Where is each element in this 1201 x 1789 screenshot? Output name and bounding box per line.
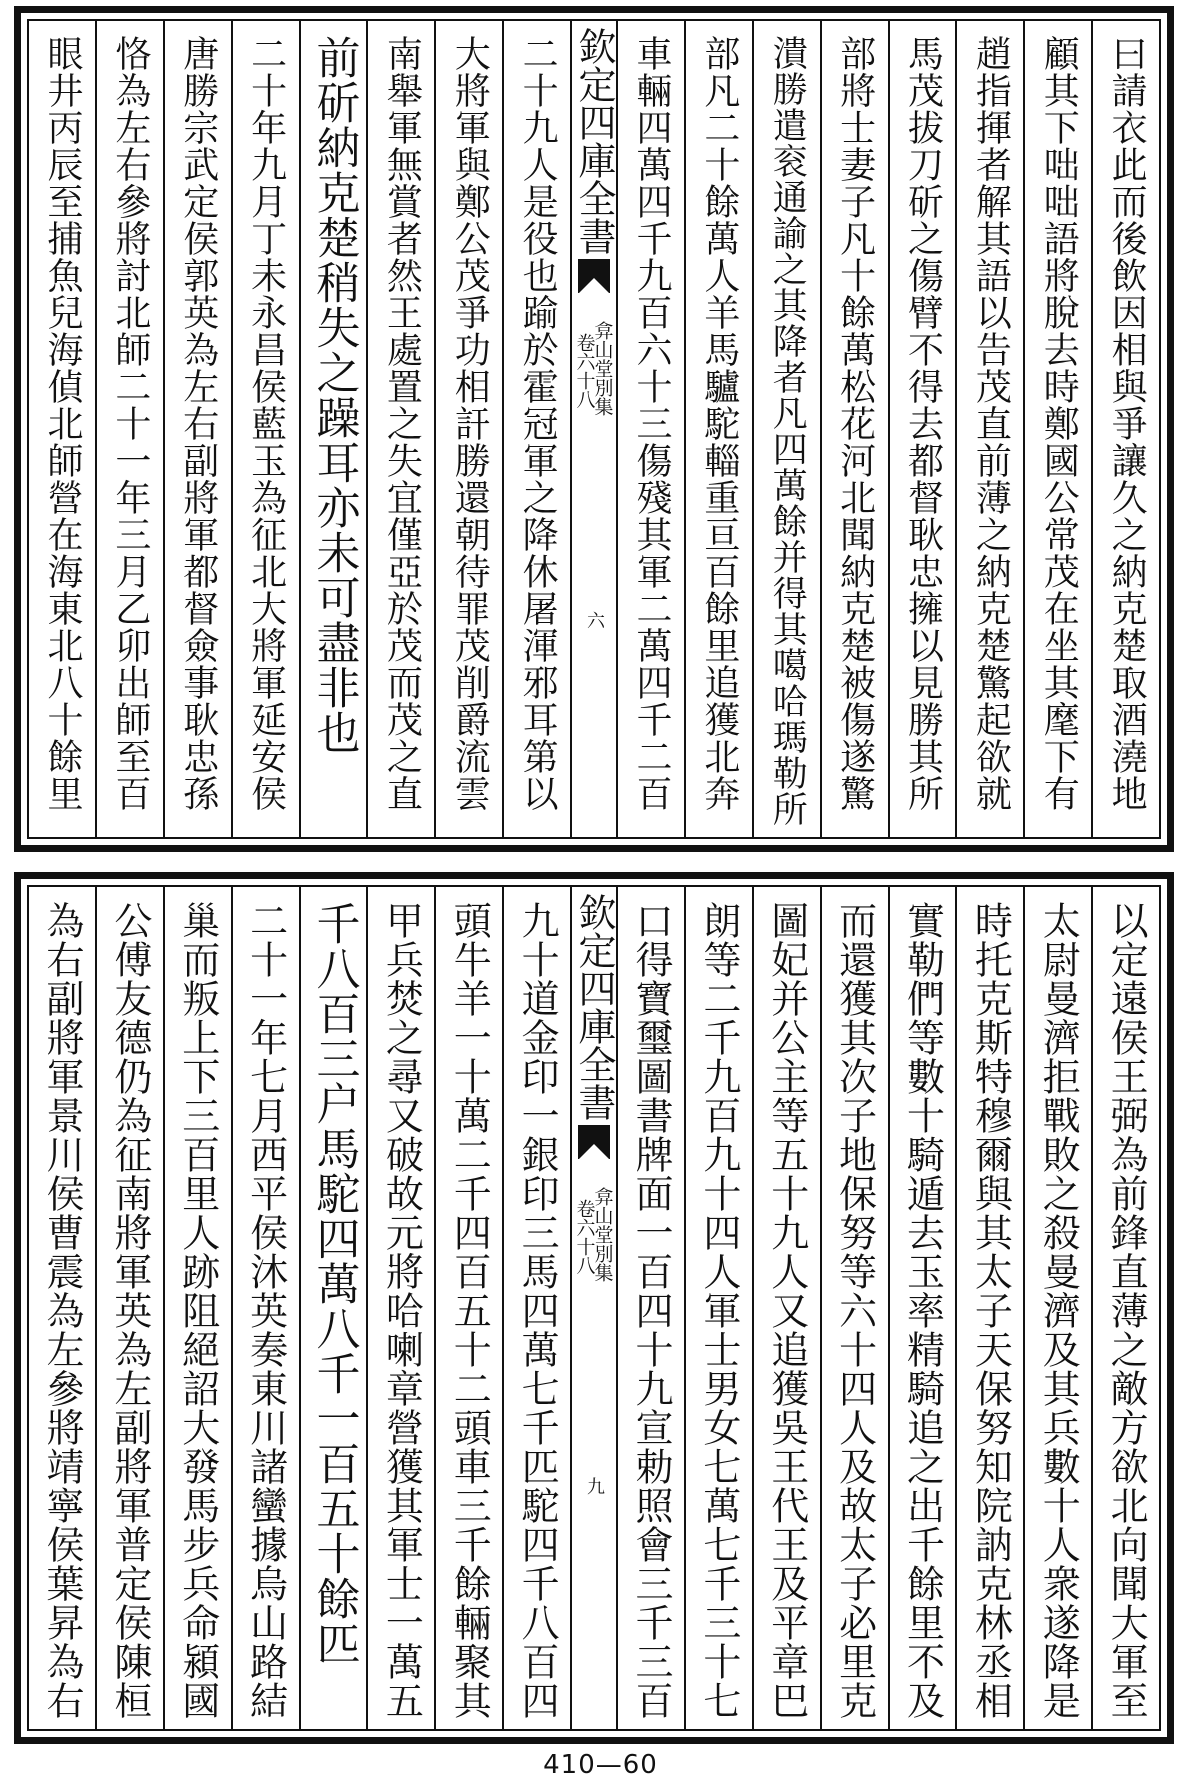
center-volume: 卷六十八 [573,333,596,409]
column-text: 南舉軍無賞者然王處置之失宜僅亞於茂而茂之直 [381,35,423,812]
center-title: 欽定四庫全書 [572,27,616,255]
column-text: 公傅友德仍為征南將軍英為左副將軍普定侯陳桓 [107,901,152,1720]
text-column [299,21,367,837]
center-subtitle: 弇山堂別集 [591,321,614,416]
text-column [955,887,1023,1729]
column-text: 為右副將軍景川侯曹震為左參將靖寧侯葉昇為右 [39,901,84,1720]
center-fold-column [570,21,616,837]
text-column [95,21,163,837]
text-column [502,887,570,1729]
folio-number: 九 [584,1477,605,1495]
column-text: 唐勝宗武定侯郭英為左右副將軍都督僉事耿忠孫 [177,35,219,812]
fishtail-mark [578,259,610,293]
text-column [752,887,820,1729]
column-text: 九十道金印一銀印三馬四萬七千匹駝四千八百四 [515,901,560,1720]
text-column [95,887,163,1729]
text-column [955,21,1023,837]
text-column [1091,887,1159,1729]
center-title: 欽定四庫全書 [572,893,616,1121]
column-text: 眼井丙辰至捕魚兒海偵北師營在海東北八十餘里 [41,35,83,812]
text-column [231,887,299,1729]
bottom-text-columns [29,887,1159,1729]
column-text: 頭牛羊一十萬二千四百五十二頭車三千餘輛聚其 [447,901,492,1720]
top-page-panel [14,6,1174,852]
text-column [29,21,95,837]
center-fold-column [570,887,616,1729]
column-text: 實勒們等數十騎遁去玉率精騎追之出千餘里不及 [900,901,945,1720]
text-column [684,887,752,1729]
text-column [231,21,299,837]
text-column [684,21,752,837]
column-text: 部凡二十餘萬人羊馬驢駝輜重亘百餘里追獲北奔 [698,35,740,812]
text-column [1091,21,1159,837]
text-column [434,887,502,1729]
text-column [299,887,367,1729]
column-text: 二十一年七月西平侯沐英奏東川諸蠻據烏山路結 [243,901,288,1720]
column-text: 時托克斯特穆爾與其太子天保努知院訥克林丞相 [968,901,1013,1720]
column-text: 曰請衣此而後飲因相與爭讓久之納克楚取酒澆地 [1106,35,1148,812]
column-text: 太尉曼濟拒戰敗之殺曼濟及其兵數十人衆遂降是 [1036,901,1081,1720]
column-text: 前斫納克楚稍失之躁耳亦未可盡非也 [308,35,360,755]
text-column [366,887,434,1729]
text-column [502,21,570,837]
column-text: 車輛四萬四千九百六十三傷殘其軍二萬四千二百 [630,35,672,812]
page-number: 410—60 [543,1750,658,1780]
text-column [752,21,820,837]
column-text: 以定遠侯王弼為前鋒直薄之敵方欲北向聞大軍至 [1104,901,1149,1720]
column-text: 甲兵焚之尋又破故元將哈喇章營獲其軍士一萬五 [379,901,424,1720]
column-text: 恪為左右參將討北師二十一年三月乙卯出師至百 [109,35,151,812]
text-column [888,21,956,837]
column-text: 趙指揮者解其語以告茂直前薄之納克楚驚起欲就 [970,35,1012,812]
text-column [163,21,231,837]
column-text: 巢而叛上下三百里人跡阻絕詔大發馬步兵命潁國 [175,901,220,1720]
text-column [616,21,684,837]
text-column [29,887,95,1729]
text-column [820,21,888,837]
text-column [434,21,502,837]
column-text: 顧其下咄咄語將脫去時鄭國公常茂在坐其麾下有 [1038,35,1080,812]
column-text: 千八百三户馬駝四萬八千一百五十餘匹 [308,901,360,1666]
folio-number: 六 [584,611,605,629]
text-column [1023,887,1091,1729]
column-text: 朗等二千九百九十四人軍士男女七萬七千三十七 [696,901,741,1720]
column-text: 而還獲其次子地保努等六十四人及故太子必里克 [832,901,877,1720]
column-text: 馬茂拔刀斫之傷臂不得去都督耿忠擁以見勝其所 [902,35,944,812]
column-text: 潰勝遣衮通諭之其降者凡四萬餘并得其噶哈瑪勒所 [767,35,808,827]
column-text: 二十年九月丁未永昌侯藍玉為征北大將軍延安侯 [245,35,287,812]
column-text: 大將軍與鄭公茂爭功相訐勝還朝待罪茂削爵流雲 [449,35,491,812]
text-column [163,887,231,1729]
text-column [820,887,888,1729]
text-column [888,887,956,1729]
top-text-columns [29,21,1159,837]
text-column [616,887,684,1729]
column-text: 部將士妻子凡十餘萬松花河北聞納克楚被傷遂驚 [834,35,876,812]
text-column [366,21,434,837]
bottom-page-panel [14,872,1174,1744]
column-text: 二十九人是役也踰於霍冠軍之降休屠渾邪耳第以 [517,35,559,812]
column-text: 圖妃并公主等五十九人又追獲吳王代王及平章巴 [764,901,809,1720]
center-subtitle: 弇山堂別集 [591,1187,614,1282]
center-volume: 卷六十八 [573,1199,596,1275]
text-column [1023,21,1091,837]
fishtail-mark [578,1125,610,1159]
column-text: 口得寶璽圖書牌面一百四十九宣勅照會三千三百 [628,901,673,1720]
